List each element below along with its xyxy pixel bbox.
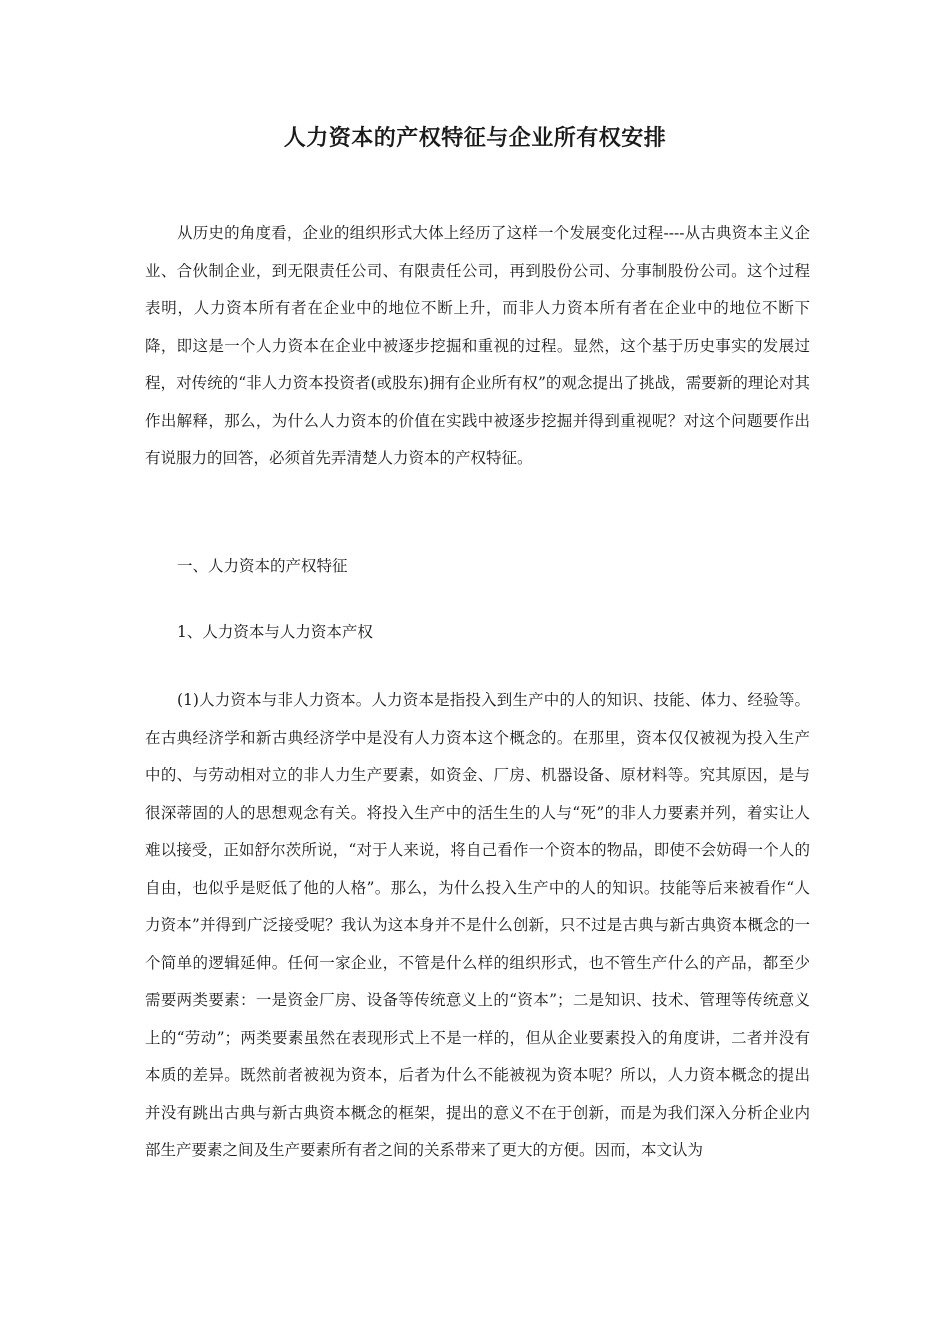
subsection-heading: 1、人力资本与人力资本产权 xyxy=(177,623,373,641)
document-title: 人力资本的产权特征与企业所有权安排 xyxy=(283,125,667,151)
body-paragraph: (1)人力资本与非人力资本。人力资本是指投入到生产中的人的知识、技能、体力、经验等。在古典经济学和新古典经济学中是没有人力资本这个概念的。在那里，资本仅仅被视为投入生产中的、与劳动相对立的非人力生产要素，如资金、厂房、机器设备、原材料等。究其原因，是与很深蒂固的人的思想观念有关。将投入生产中的活生生的人与“死”的非人力要素并列，着实让人难以接受，正如舒尔茨所说，“对于人来说，将自己看作一个资本的物品，即使不会妨碍一个人的自由，也似乎是贬低了他的人格”。那么，为什么投入生产中的人的知识。技能等后来被看作“人力资本”并得到广泛接受呢？我认为这本身并不是什么创新，只不过是古典与新古典资本概念的一个简单的逻辑延伸。任何一家企业，不管是什么样的组织形式，也不管生产什么的产品，都至少需要两类要素：一是资金厂房、设备等传统意义上的“资本”；二是知识、技术、管理等传统意义上的“劳动”；两类要素虽然在表现形式上不是一样的，但从企业要素投入的角度讲，二者并没有本质的差异。既然前者被视为资本，后者为什么不能被视为资本呢？所以，人力资本概念的提出并没有跳出古典与新古典资本概念的框架，提出的意义不在于创新，而是为我们深入分析企业内部生产要素之间及生产要素所有者之间的关系带来了更大的方便。因而，本文认为 xyxy=(145,691,810,1159)
intro-paragraph: 从历史的角度看，企业的组织形式大体上经历了这样一个发展变化过程----从古典资本主义企业、合伙制企业，到无限责任公司、有限责任公司，再到股份公司、分事制股份公司。这个过程表明，人力资本所有者在企业中的地位不断上升，而非人力资本所有者在企业中的地位不断下降，即这是一个人力资本在企业中被逐步挖掘和重视的过程。显然，这个基于历史事实的发展过程，对传统的“非人力资本投资者(或股东)拥有企业所有权”的观念提出了挑战，需要新的理论对其作出解释，那么，为什么人力资本的价值在实践中被逐步挖掘并得到重视呢？对这个问题要作出有说服力的回答，必须首先弄清楚人力资本的产权特征。 xyxy=(145,224,810,467)
section-heading: 一、人力资本的产权特征 xyxy=(177,557,348,575)
